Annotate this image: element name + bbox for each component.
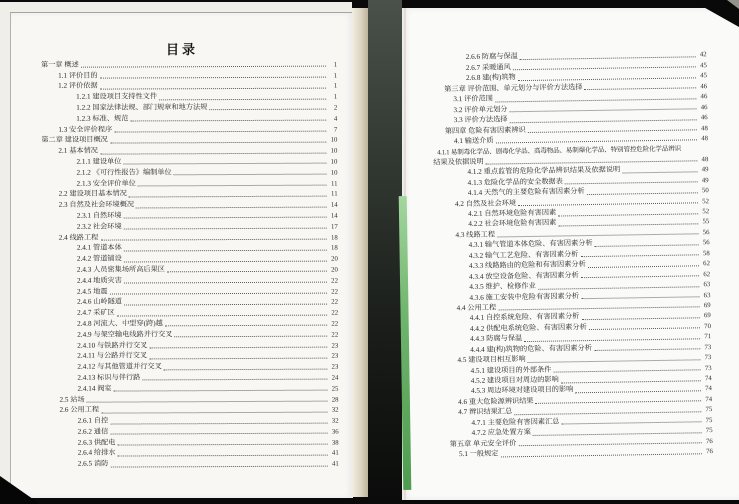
page-number: 52	[702, 197, 710, 205]
toc-page-left	[10, 12, 353, 498]
toc-entry-label: 2.4.4 地质灾害	[76, 276, 122, 285]
toc-entry-label: 1.3 安全评价程序	[58, 125, 113, 134]
page-number: 62	[703, 270, 711, 278]
dot-leader	[136, 206, 327, 208]
page-number: 36	[331, 428, 339, 436]
toc-entry-label: 2.4.5 地震	[76, 287, 108, 296]
toc-entry-label: 4.1.4 天然气的主要危险有害因素分析	[467, 187, 585, 198]
page-number: 48	[701, 155, 709, 164]
toc-entry-label: 结果及依据说明	[433, 157, 484, 167]
toc-entry-label: 2.4.13 标识与伴行路	[77, 373, 141, 382]
toc-entry-label: 2.6.3 供配电	[77, 438, 116, 447]
page-number: 2	[333, 104, 338, 112]
page-number: 50	[701, 187, 709, 195]
page-number: 20	[331, 266, 338, 274]
page-number: 52	[702, 208, 710, 216]
page-number: 46	[700, 114, 708, 122]
dot-leader	[117, 314, 327, 316]
toc-entry-label: 4.3 线路工程	[455, 230, 496, 240]
toc-entry-label: 2.4.12 与其他管道并行交叉	[77, 362, 162, 371]
toc-entry-label: 2.6.8 建(构)筑物	[465, 73, 516, 83]
toc-entry-label: 4.1 输送介质	[453, 136, 494, 146]
dot-leader	[165, 325, 327, 327]
toc-entry-label: 4.1.3 危险化学品的安全数据表	[467, 177, 563, 187]
toc-entry-label: 4.2.2 社会环境危险有害因素	[468, 218, 557, 229]
toc-entry-label: 4.4.1 自控系统危险、有害因素分析	[469, 312, 580, 323]
toc-entry-label: 4.7.2 应急处置方案	[471, 428, 531, 438]
page-number: 22	[331, 331, 339, 339]
toc-entry-label: 2.1.2 《可行性报告》编制单位	[76, 168, 172, 177]
toc-page-right	[402, 8, 739, 500]
page-number: 74	[704, 375, 712, 383]
toc-entry-label: 4.3.6 施工安装中危险有害因素分析	[469, 291, 580, 302]
toc-entry-label: 2.6.4 给排水	[77, 449, 116, 458]
page-number: 62	[703, 260, 711, 268]
toc-entry-label: 2.1.1 建设单位	[76, 157, 122, 166]
page-number: 20	[331, 255, 338, 263]
fore-edge-strip	[352, 8, 368, 497]
page-number: 73	[704, 364, 712, 372]
toc-entry-label: 2.4.10 与铁路并行交叉	[77, 340, 148, 350]
toc-entry-label: 第一章 概述	[41, 60, 79, 69]
page-number: 1	[333, 93, 338, 101]
page-number: 55	[702, 218, 710, 226]
toc-entry-label: 第四章 危险有害因素辨识	[444, 125, 526, 135]
dot-leader	[129, 195, 327, 197]
toc-entry-label: 2.6.1 自控	[77, 416, 109, 425]
dot-leader	[209, 109, 326, 111]
page-number: 63	[703, 281, 711, 289]
page-number: 1	[333, 72, 338, 80]
toc-entry-label: 第三章 评价范围、单元划分与评价方法选择	[444, 82, 583, 94]
page-number: 49	[701, 166, 709, 174]
page-number: 22	[331, 298, 339, 306]
page-number: 32	[331, 417, 339, 425]
dot-leader	[117, 455, 327, 457]
dot-leader	[130, 120, 326, 122]
page-number: 22	[331, 277, 338, 285]
page-number: 46	[700, 93, 708, 101]
toc-entry-label: 3.2 评价单元划分	[453, 104, 508, 114]
page-number: 11	[331, 190, 338, 198]
page-number: 18	[330, 234, 338, 242]
toc-entry-label: 4.2.1 自然环境危险有害因素	[468, 208, 557, 218]
page-number: 11	[330, 180, 338, 188]
toc-entry-label: 2.6 公用工程	[59, 405, 100, 415]
page-number: 48	[700, 124, 708, 132]
toc-entry-label: 4.4.4 建(构)筑物的危险、有害因素分析	[470, 343, 592, 354]
dot-leader	[124, 228, 327, 230]
dot-leader	[149, 347, 327, 349]
dot-leader	[124, 249, 327, 251]
dot-leader	[124, 282, 327, 284]
dot-leader	[159, 98, 326, 100]
page-number: 10	[330, 158, 338, 166]
dot-leader	[114, 390, 328, 392]
page-number: 42	[699, 51, 707, 59]
toc-entry-label: 4.3.4 放空设备危险、有害因素分析	[469, 270, 579, 281]
page-number: 70	[704, 322, 711, 331]
page-number: 1	[333, 61, 338, 69]
toc-entry-label: 4.4 公用工程	[456, 303, 497, 313]
page-number: 73	[704, 343, 712, 351]
toc-entry-label: 4.7.1 主要危险有害因素汇总	[471, 417, 560, 427]
page-number: 75	[705, 427, 713, 435]
toc-entry-label: 2.3 自然及社会环境概况	[58, 200, 135, 209]
dot-leader	[110, 465, 327, 467]
toc-entry-label: 2.4 线路工程	[58, 233, 99, 242]
page-number: 74	[705, 395, 713, 404]
page-number: 75	[705, 416, 713, 424]
dot-leader	[117, 444, 327, 446]
toc-entry-label: 第五章 单元安全评价	[449, 438, 517, 448]
toc-entry-label: 4.5.3 周边环境对建设项目的影响	[470, 385, 574, 396]
toc-entry-label: 4.3.2 输气工艺危险、有害因素分析	[468, 249, 579, 260]
toc-entry-label: 4.7 辨识结果汇总	[458, 407, 513, 417]
page-number: 25	[331, 385, 339, 393]
page-number: 76	[705, 437, 713, 445]
toc-entry-label: 4.5.2 建设项目对周边的影响	[470, 375, 559, 385]
toc-entry-label: 4.5.1 建设项目的外部条件	[470, 365, 552, 375]
toc-entry-label: 第二章 建设项目概况	[41, 135, 108, 145]
toc-entry-label: 2.2 建设项目基本情况	[58, 189, 127, 199]
page-number: 24	[331, 374, 339, 382]
toc-entry-label: 3.1 评价范围	[453, 94, 493, 104]
page-number: 41	[331, 450, 339, 458]
dot-leader	[124, 303, 327, 305]
page-number: 69	[703, 302, 711, 310]
page-number: 23	[331, 352, 339, 360]
toc-right-column	[396, 48, 739, 460]
page-number: 10	[330, 136, 338, 144]
dot-leader	[124, 260, 327, 262]
toc-left-column	[11, 58, 355, 470]
toc-entry-label: 2.6.7 采暖通风	[465, 63, 511, 72]
toc-entry-label: 4.5 建设项目相互影响	[457, 355, 526, 365]
page-number: 46	[700, 103, 708, 111]
page-number: 45	[700, 72, 708, 80]
page-number: 75	[705, 406, 713, 414]
page-number: 32	[331, 406, 339, 414]
page-number: 23	[331, 342, 339, 350]
page-number: 69	[703, 312, 711, 320]
toc-entry-label: 2.5 站场	[59, 395, 85, 404]
toc-entry-label: 1.2.3 标准、规范	[76, 114, 129, 123]
page-number: 14	[330, 212, 338, 220]
page-number: 28	[331, 396, 339, 404]
toc-entry-label: 2.4.1 管道本体	[76, 243, 122, 253]
toc-entry	[13, 457, 355, 469]
dot-leader	[174, 336, 327, 338]
page-number: 23	[331, 363, 339, 371]
page-number: 41	[331, 460, 339, 468]
toc-entry-label: 1.2.2 国家法律法规、部门规章和地方法规	[76, 103, 208, 112]
page-number: 63	[703, 291, 711, 299]
toc-entry-label: 2.6.2 通信	[77, 427, 109, 436]
page-number: 10	[330, 169, 338, 177]
dot-leader	[164, 368, 328, 370]
dot-leader	[174, 174, 327, 176]
page-number: 46	[700, 82, 708, 91]
toc-entry-label: 2.3.1 自然环境	[76, 211, 122, 220]
page-number: 45	[699, 62, 707, 70]
toc-entry-label: 2.4.6 山岭隧道	[77, 297, 123, 307]
toc-entry-label: 4.1.1 易制毒化学品、剧毒化学品、高毒物品、易制爆化学品、特别管控危险化学品辨识	[437, 145, 682, 157]
toc-entry-label: 4.1.2 重点监管的危险化学品辨识结果及依据说明	[467, 165, 621, 177]
page-number: 22	[331, 288, 339, 296]
toc-entry-label: 4.2 自然及社会环境	[454, 198, 517, 208]
toc-entry-label: 1.2 评价依据	[58, 82, 98, 91]
page-number: 58	[702, 249, 710, 257]
page-number: 4	[333, 115, 338, 123]
toc-entry-label: 4.3.3 线路路由的危险和有害因素分析	[468, 260, 586, 271]
page-number: 48	[701, 135, 709, 143]
toc-entry-label: 4.3.1 输气管道本体危险、有害因素分析	[468, 239, 593, 250]
toc-entry-label: 4.6 重大危险源辨识结果	[458, 396, 534, 406]
toc-title: 目录	[165, 42, 198, 57]
toc-entry-label: 2.3.2 社会环境	[76, 222, 122, 231]
page-number: 22	[331, 320, 339, 328]
page-number: 7	[333, 126, 338, 134]
toc-entry-label: 2.1.3 安全评价单位	[76, 179, 136, 188]
toc-entry-label: 1.2.1 建设项目支持性文件	[76, 92, 158, 101]
page-number: 10	[330, 147, 338, 155]
page-number: 73	[704, 354, 712, 362]
page-number: 17	[330, 223, 338, 231]
page-number: 38	[331, 439, 339, 447]
dot-leader	[123, 163, 326, 165]
dot-leader	[149, 357, 327, 359]
toc-entry-label: 4.4.3 防腐与保温	[470, 334, 523, 344]
dot-leader	[167, 271, 327, 273]
page-number: 49	[701, 176, 709, 184]
toc-entry-label: 4.3.5 维护、检修作业	[469, 281, 536, 291]
page-number: 1	[333, 82, 338, 90]
dot-leader	[124, 217, 327, 219]
toc-entry-label: 2.4.7 采矿区	[77, 308, 115, 317]
dot-leader	[138, 185, 327, 187]
page-number: 18	[331, 244, 338, 252]
toc-entry-label: 2.6.5 消防	[77, 459, 109, 468]
dot-leader	[114, 131, 326, 133]
dot-leader	[500, 453, 701, 457]
toc-entry-label: 2.4.2 管道铺设	[76, 254, 122, 263]
page-number: 71	[704, 333, 712, 341]
toc-entry-label: 2.4.3 人员密集场所高后果区	[76, 265, 165, 274]
toc-entry-label: 5.1 一般规定	[458, 449, 499, 459]
page-number: 74	[705, 385, 712, 393]
toc-entry-label: 2.1 基本情况	[58, 146, 98, 155]
toc-entry-label: 2.4.9 与架空输电线路并行交叉	[77, 330, 173, 339]
toc-entry-label: 2.4.11 与公路并行交叉	[77, 351, 148, 361]
page-number: 14	[330, 201, 338, 209]
toc-entry-label: 2.4.8 河流大、中型穿(跨)越	[77, 319, 163, 328]
toc-entry-label: 2.6.6 防腐与保温	[465, 52, 518, 62]
page-number: 56	[702, 239, 710, 247]
dot-leader	[142, 379, 327, 381]
page-number: 56	[702, 229, 710, 237]
page-number: 22	[331, 309, 339, 317]
page-number: 76	[706, 448, 713, 456]
toc-entry-label: 1.1 评价目的	[58, 71, 98, 80]
toc-entry-label: 4.4.2 供配电系统危险、有害因素分析	[469, 322, 587, 333]
toc-entry-label: 2.4.14 阀室	[77, 384, 112, 393]
toc-entry-label: 3.3 评价方法选择	[453, 115, 508, 125]
